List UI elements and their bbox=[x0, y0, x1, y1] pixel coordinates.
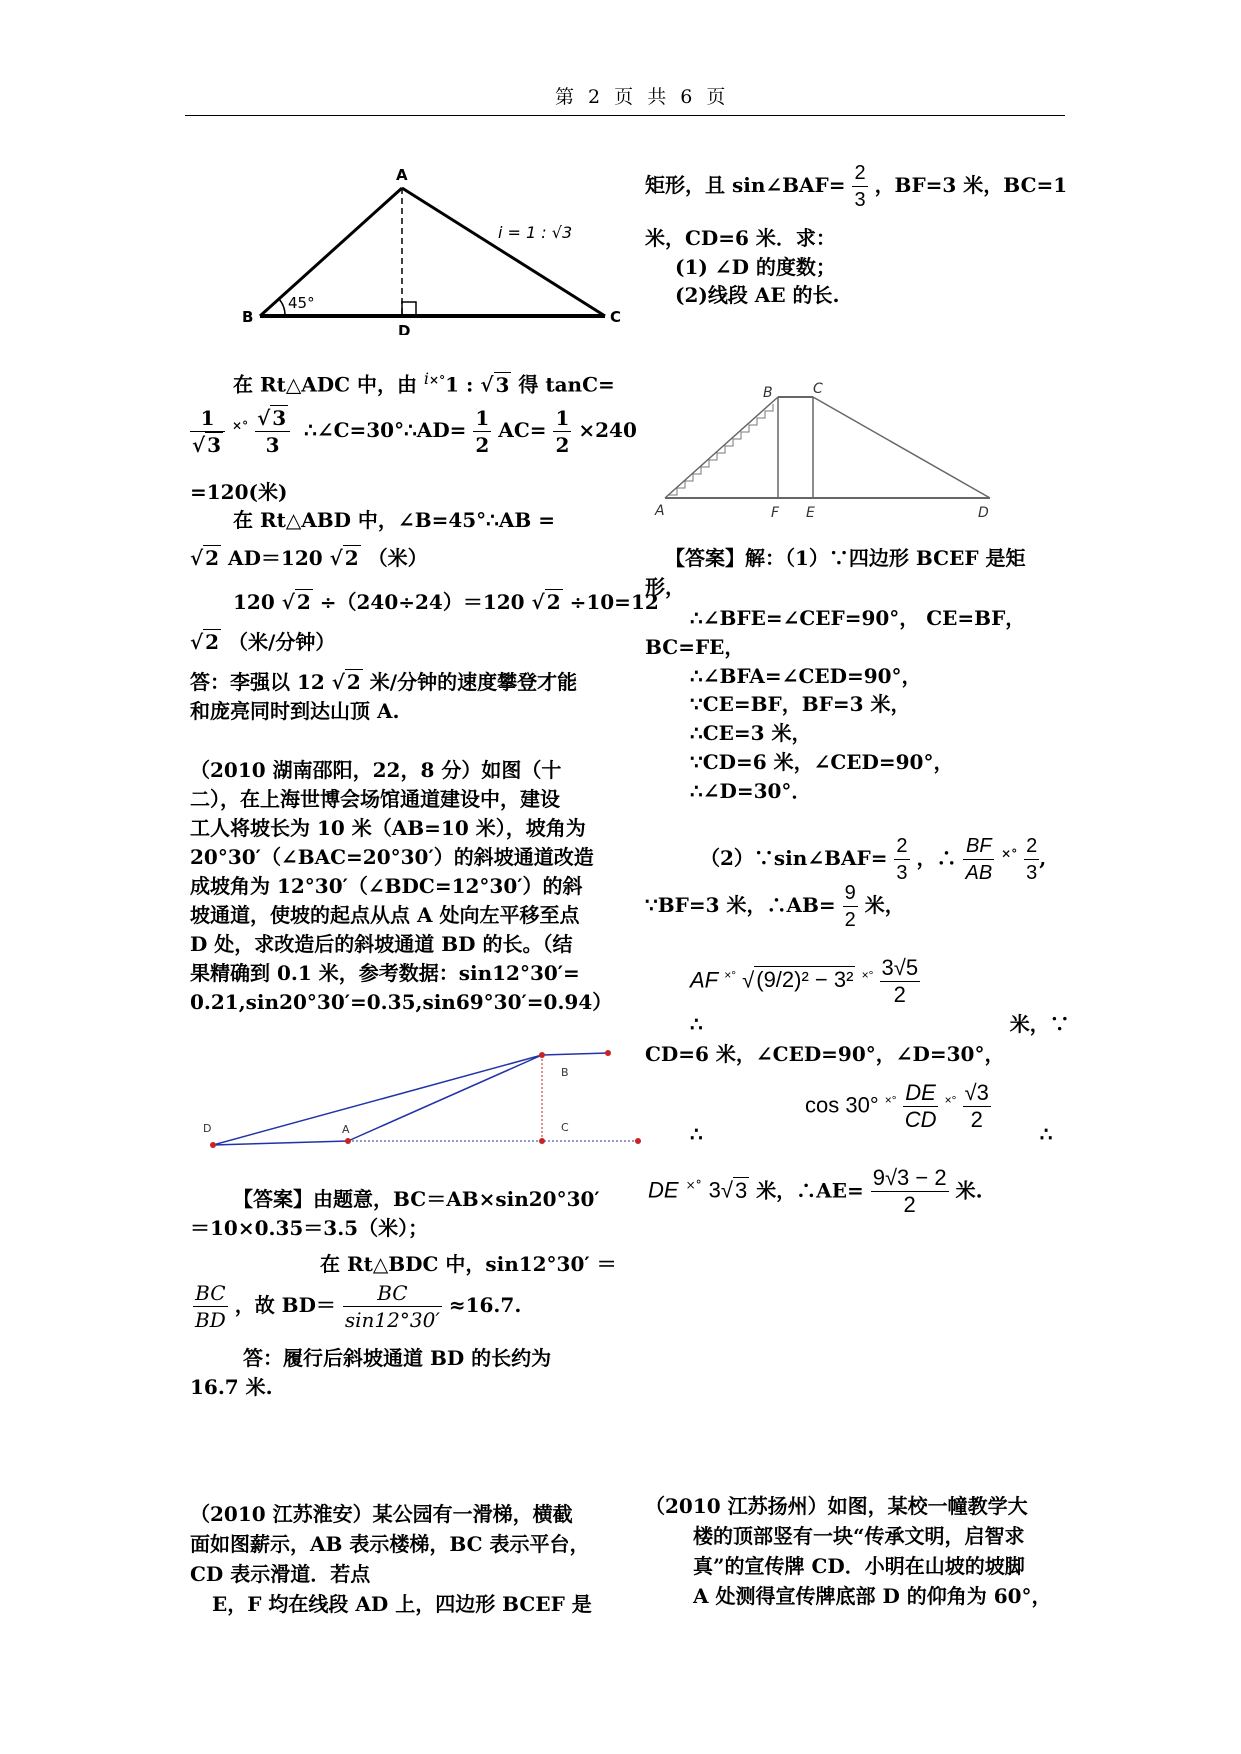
problem2-line: 果精确到 0.1 米，参考数据：sin12°30′= bbox=[190, 961, 580, 985]
problem2-line: 0.21,sin20°30′=0.35,sin69°30′=0.94） bbox=[190, 990, 613, 1014]
vertex-C: C bbox=[610, 308, 622, 326]
sol1-line5: √ 2 AD＝120 √ 2 （米） bbox=[190, 546, 428, 570]
answer3-line15: DE ×° 3√3 米，∴AE= $\frac{9√3 - 2}{2}$ 米. bbox=[648, 1165, 983, 1217]
sol1-line2: $\frac{1}{√ 3}$ ×° $\frac{√ 3}{3}$ ∴∠C=30°∴AD= $\frac{1}{2}$ AC= $\frac{1}{2}$ ×240 bbox=[192, 406, 637, 457]
point-C: C bbox=[561, 1121, 569, 1134]
answer2-line6: 16.7 米. bbox=[190, 1375, 273, 1399]
slide-figure bbox=[645, 375, 1000, 525]
page-header: 第 2 页 共 6 页 bbox=[555, 86, 730, 108]
answer2-line3: 在 Rt△BDC 中，sin12°30′ ＝ bbox=[320, 1252, 617, 1276]
problem2-line: 成坡角为 12°30′（∠BDC=12°30′）的斜 bbox=[190, 874, 583, 898]
vertex-A: A bbox=[396, 166, 408, 184]
problem2-line: 坡通道，使坡的起点从点 A 处向左平移至点 bbox=[190, 903, 580, 927]
answer3-line10: （2）∵sin∠BAF= $\frac{2}{3}$ ，∴ $\frac{BF}{AB}$ ×° $\frac{2}{3}$ , bbox=[700, 835, 1047, 884]
vertex-B: B bbox=[242, 308, 254, 326]
problem3-line: CD 表示滑道．若点 bbox=[190, 1562, 371, 1586]
slide-B: B bbox=[763, 385, 773, 401]
answer3-therefore: ∴ ∴ bbox=[690, 1122, 1053, 1146]
vertex-D: D bbox=[398, 322, 411, 335]
sol1-line9: 和庞亮同时到达山顶 A. bbox=[190, 699, 400, 723]
point-B: B bbox=[561, 1066, 569, 1079]
point-A: A bbox=[342, 1123, 350, 1136]
answer3-line1: 【答案】解：（1）∵四边形 BCEF 是矩 bbox=[665, 546, 1026, 570]
problem4-line: A 处测得宣传牌底部 D 的仰角为 60°， bbox=[693, 1584, 1052, 1608]
slope-label: i = 1 : √3 bbox=[498, 223, 573, 242]
problem3-line: 面如图薪示，AB 表示楼梯，BC 表示平台， bbox=[190, 1532, 590, 1556]
right-line1: 矩形，且 sin∠BAF= $\frac{2}{3}$ ，BF=3 米，BC=1 bbox=[645, 162, 1068, 211]
problem2-line: 20°30′（∠BAC=20°30′）的斜坡通道改造 bbox=[190, 845, 594, 869]
slide-C: C bbox=[813, 381, 823, 397]
answer2-line2: ＝10×0.35＝3.5（米）； bbox=[190, 1216, 429, 1240]
answer3-line13: CD=6 米，∠CED=90°，∠D=30°， bbox=[645, 1042, 1005, 1066]
answer3-line8: ∵CD=6 米，∠CED=90°， bbox=[690, 750, 954, 774]
slide-A: A bbox=[655, 503, 665, 519]
sol1-line6: 120 √ 2 ÷（240÷24）＝120 √ 2 ÷10=12 bbox=[233, 590, 659, 614]
answer3-cos-formula: cos 30° ×° $\frac{DE}{CD}$ ×° $\frac{√3}{2}$ bbox=[805, 1080, 989, 1132]
slope-figure bbox=[195, 1040, 650, 1165]
problem3-line: （2010 江苏淮安）某公园有一滑梯，横截 bbox=[190, 1502, 573, 1526]
problem3-text bbox=[190, 1500, 592, 1620]
right-line3: (1) ∠D 的度数； bbox=[675, 255, 836, 279]
header-rule bbox=[185, 115, 1065, 116]
answer3-line11: ∵BF=3 米，∴AB= $\frac{9}{2}$ 米， bbox=[645, 882, 905, 931]
answer3-line9: ∴∠D=30°． bbox=[690, 779, 812, 803]
answer3-af-formula: AF ×° √(9/2)² − 3² ×° $\frac{3√5}{2}$ bbox=[690, 955, 919, 1007]
answer2-line5: 答：履行后斜坡通道 BD 的长约为 bbox=[243, 1346, 552, 1370]
slide-F: F bbox=[771, 505, 780, 521]
answer3-line2: 形， bbox=[645, 575, 685, 599]
sol1-line7: √ 2 （米/分钟） bbox=[190, 630, 336, 654]
problem2-text bbox=[190, 756, 612, 1017]
problem4-text bbox=[645, 1492, 1052, 1612]
angle-label: 45° bbox=[288, 294, 315, 312]
slide-E: E bbox=[806, 505, 815, 521]
point-D: D bbox=[203, 1122, 212, 1135]
answer3-line12: ∴ 米，∵ bbox=[690, 1012, 1070, 1036]
sol1-line1: 在 Rt△ADC 中，由 $^{i\times^\circ}$1 : √ 3 得 tanC= bbox=[233, 369, 615, 397]
answer3-line7: ∴CE=3 米， bbox=[690, 721, 812, 745]
answer3-line6: ∵CE=BF，BF=3 米， bbox=[690, 692, 911, 716]
answer3-line4: BC=FE， bbox=[645, 635, 745, 659]
right-line2: 米，CD=6 米．求： bbox=[645, 226, 836, 250]
right-line4: (2)线段 AE 的长. bbox=[675, 283, 840, 307]
problem4-line: 楼的顶部竖有一块“传承文明，启智求 bbox=[693, 1524, 1025, 1548]
triangle-figure bbox=[240, 160, 630, 335]
answer2-line4: $\frac{BC}{BD}$ ，故 BD＝ $\frac{BC}{\sin 12^\circ 30'}$ ≈16.7. bbox=[195, 1281, 522, 1332]
slide-D: D bbox=[978, 505, 989, 521]
answer2-line1: 【答案】由题意，BC＝AB×sin20°30′ bbox=[233, 1187, 600, 1211]
sol1-line8: 答：李强以 12 √ 2 米/分钟的速度攀登才能 bbox=[190, 670, 578, 694]
problem2-line: D 处，求改造后的斜坡通道 BD 的长。（结 bbox=[190, 932, 573, 956]
problem2-line: （2010 湖南邵阳，22，8 分）如图（十 bbox=[190, 758, 562, 782]
sol1-line3: =120(米) bbox=[190, 480, 288, 504]
problem2-line: 工人将坡长为 10 米（AB=10 米），坡角为 bbox=[190, 816, 586, 840]
problem3-line: E，F 均在线段 AD 上，四边形 BCEF 是 bbox=[212, 1592, 592, 1616]
answer3-line5: ∴∠BFA=∠CED=90°， bbox=[690, 664, 922, 688]
answer3-line3: ∴∠BFE=∠CEF=90°， CE=BF， bbox=[690, 606, 1026, 630]
problem4-line: 真”的宣传牌 CD．小明在山坡的坡脚 bbox=[693, 1554, 1025, 1578]
sol1-line4: 在 Rt△ABD 中，∠B=45°∴AB = bbox=[233, 508, 556, 532]
problem2-line: 二），在上海世博会场馆通道建设中，建设 bbox=[190, 787, 560, 811]
problem4-line: （2010 江苏扬州）如图，某校一幢教学大 bbox=[645, 1494, 1028, 1518]
